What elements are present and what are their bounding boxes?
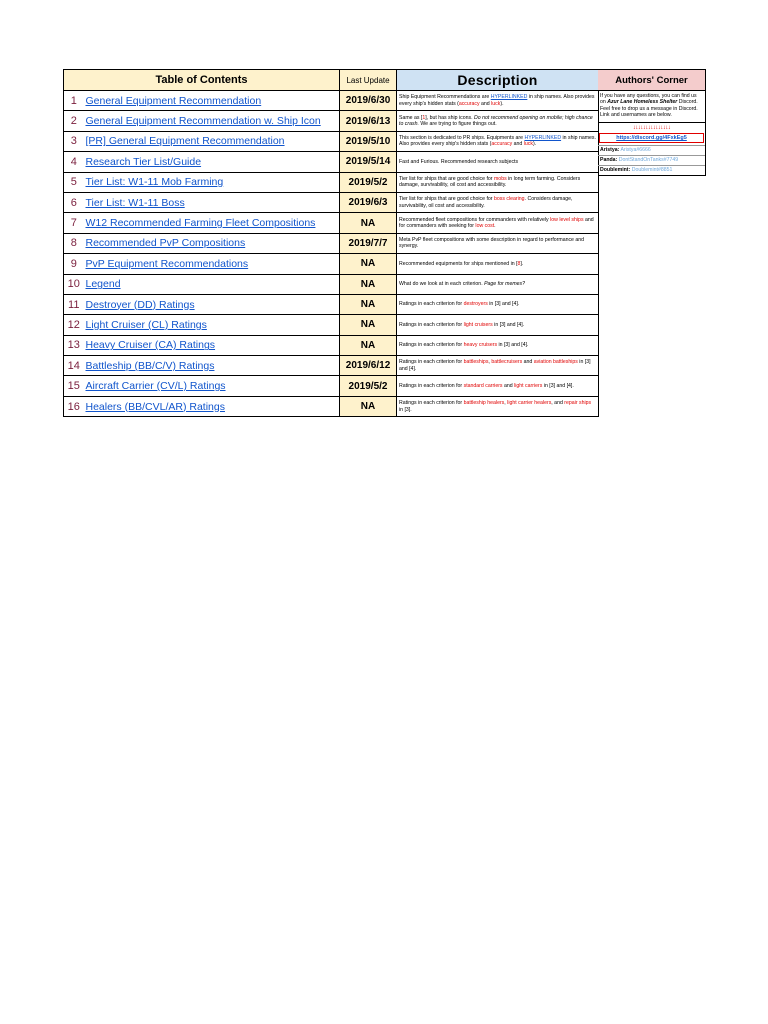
description-text: Tier list for ships that are good choice for [399, 175, 494, 182]
table-of-contents [63, 69, 599, 417]
description-text: Ratings in each criterion for [399, 400, 464, 407]
row-description [397, 91, 599, 111]
description-text: . [494, 223, 496, 230]
description-text: mobs [493, 175, 507, 182]
description-text: Ratings in each criterion for [399, 321, 464, 328]
author-handle: DontStandOnTanks#7749 [618, 157, 679, 163]
description-text: battleship healers [463, 400, 505, 407]
row-title-cell [84, 91, 340, 111]
description-text: accuracy [491, 141, 513, 148]
description-text: Same as [ [399, 114, 423, 121]
description-text: boss clearing [493, 196, 525, 203]
description-text: in [3] and [4]. [542, 383, 574, 390]
description-text: and [479, 100, 492, 107]
row-number: 12 [64, 315, 84, 335]
toc-row [64, 213, 599, 233]
row-description [397, 335, 599, 355]
row-title-cell [84, 192, 340, 212]
description-text: Ship Equipment Recommendations are [399, 94, 491, 101]
last-update-date: 2019/5/10 [340, 131, 397, 151]
server-name: Azur Lane Homeless Shelter [607, 99, 678, 106]
row-description [397, 294, 599, 314]
description-text: . Considers damage, survivability, oil cost and accessibility. [399, 196, 573, 209]
row-title-cell [84, 131, 340, 151]
toc-row [64, 294, 599, 314]
row-description [397, 356, 599, 376]
description-text: low level ships [550, 216, 584, 223]
description-text: luck [523, 141, 533, 148]
discord-link-box [599, 133, 704, 143]
row-title-cell [84, 233, 340, 253]
row-description [397, 233, 599, 253]
description-text: in ship names. Also provides every ship's hidden stats ( [399, 135, 596, 148]
section-link[interactable]: [PR] General Equipment Recommendation [85, 135, 285, 148]
description-text: in ship names. Also provides every ship's hidden stats ( [399, 94, 595, 107]
description-text: 8 [517, 260, 521, 267]
last-update-date: 2019/6/13 [340, 111, 397, 131]
authors-corner-title: Authors' Corner [598, 69, 706, 91]
last-update-date: 2019/5/14 [340, 152, 397, 172]
row-title-cell [84, 294, 340, 314]
section-link[interactable]: Research Tier List/Guide [85, 155, 202, 168]
row-number: 5 [64, 172, 84, 192]
last-update-date: NA [340, 274, 397, 294]
description-text: in [3] and [4]. [487, 301, 520, 308]
toc-row [64, 131, 599, 151]
description-text: in [3] and [4]. [399, 359, 591, 372]
description-text: accuracy [458, 100, 480, 107]
description-text: battlecruisers [491, 359, 523, 366]
row-description [397, 396, 599, 416]
description-text: destroyers [463, 301, 488, 308]
description-text: ]. [520, 260, 524, 267]
description-text: standard carriers [463, 383, 503, 390]
last-update-date: NA [340, 315, 397, 335]
toc-row [64, 172, 599, 192]
author-name: Doublemint: [600, 167, 631, 173]
row-title-cell [84, 315, 340, 335]
row-title-cell [84, 274, 340, 294]
description-text: ). [500, 100, 504, 107]
authors-intro-text-end: Discord. Feel free to drop us a message in Discord. Link and usernames are below. [600, 99, 698, 118]
toc-row [64, 152, 599, 172]
author-row [598, 145, 705, 155]
row-description [397, 131, 599, 151]
row-number: 6 [64, 192, 84, 212]
row-title-cell [84, 254, 340, 274]
description-text: and [502, 383, 515, 390]
description-text: repair ships [564, 400, 592, 407]
row-title-cell [84, 376, 340, 396]
description-text: Ratings in each criterion for [399, 301, 464, 308]
toc-row [64, 396, 599, 416]
description-text: What do we look at in each criterion. [399, 281, 485, 288]
toc-header-description: Description [397, 70, 599, 91]
description-text: light carriers [514, 383, 543, 390]
description-text: light carrier healers [507, 400, 552, 407]
description-text: heavy cruisers [463, 342, 498, 349]
description-text: in [3]. [399, 406, 412, 413]
row-title-cell [84, 356, 340, 376]
authors-intro-text: If you have any questions, you can find us on [600, 93, 697, 106]
row-number: 1 [64, 91, 84, 111]
last-update-date: NA [340, 254, 397, 274]
section-link[interactable]: W12 Recommended Farming Fleet Compositions [85, 217, 316, 230]
author-handle: Aristya#6666 [620, 147, 651, 153]
description-text: , [488, 359, 492, 366]
description-text: ). [532, 141, 537, 148]
section-link[interactable]: General Equipment Recommendation w. Ship Icon [85, 115, 321, 128]
author-row [598, 155, 705, 165]
author-name: Panda: [600, 157, 618, 163]
row-number: 4 [64, 152, 84, 172]
row-number: 14 [64, 356, 84, 376]
description-text: This section is dedicated to PR ships. Equipments are [399, 135, 525, 142]
last-update-date: 2019/5/2 [340, 172, 397, 192]
author-handle: Doublemint#8851 [631, 167, 673, 173]
row-title-cell [84, 213, 340, 233]
row-number: 16 [64, 396, 84, 416]
row-description [397, 274, 599, 294]
row-number: 7 [64, 213, 84, 233]
description-text: Recommended fleet compositions for commanders with relatively [399, 216, 551, 223]
description-text: Do not recommend opening on mobile; high chance to crash. [399, 114, 593, 128]
author-row [598, 165, 705, 175]
toc-header-last-update: Last Update [340, 70, 397, 91]
toc-row [64, 274, 599, 294]
toc-header-title: Table of Contents [64, 70, 340, 91]
row-title-cell [84, 152, 340, 172]
section-link[interactable]: Recommended PvP Compositions [85, 237, 246, 250]
last-update-date: 2019/6/3 [340, 192, 397, 212]
row-description [397, 213, 599, 233]
last-update-date: 2019/6/30 [340, 91, 397, 111]
description-text: battleships [463, 359, 489, 366]
section-link[interactable]: Destroyer (DD) Ratings [85, 298, 195, 311]
description-text: in [3] and [4]. [492, 321, 525, 328]
section-link[interactable]: Aircraft Carrier (CV/L) Ratings [85, 380, 226, 393]
toc-row [64, 376, 599, 396]
description-text: ], but has ship icons. [425, 114, 474, 121]
description-text: Ratings in each criterion for [399, 359, 464, 366]
authors-corner [598, 69, 706, 176]
toc-row [64, 315, 599, 335]
author-list [598, 145, 705, 175]
description-text: and [512, 141, 524, 148]
description-text: Ratings in each criterion for [399, 383, 464, 390]
row-number: 15 [64, 376, 84, 396]
description-text: 1 [422, 114, 426, 121]
discord-invite-link[interactable]: https://discord.gg/4FxkEg5 [616, 135, 687, 141]
description-text: Fast and Furious. Recommended research subjects [399, 158, 519, 165]
row-number: 13 [64, 335, 84, 355]
description-text: , and [551, 400, 565, 407]
description-text: and for commanders with seeking for [399, 216, 594, 230]
toc-row [64, 192, 599, 212]
row-description [397, 152, 599, 172]
hyperlink-text[interactable]: HYPERLINKED [524, 135, 562, 142]
last-update-date: 2019/6/12 [340, 356, 397, 376]
row-title-cell [84, 396, 340, 416]
description-text: light cruisers [463, 321, 493, 328]
description-text: luck [491, 100, 501, 107]
section-link[interactable]: PvP Equipment Recommendations [85, 257, 249, 270]
description-text: , [504, 400, 508, 407]
description-text: Recommended equipments for ships mentioned in [ [399, 260, 518, 267]
section-link[interactable]: Healers (BB/CVL/AR) Ratings [85, 400, 225, 413]
row-number: 3 [64, 131, 84, 151]
toc-row [64, 111, 599, 131]
section-link[interactable]: Heavy Cruiser (CA) Ratings [85, 339, 216, 352]
description-text: We are trying to figure things out. [418, 121, 497, 128]
toc-row [64, 233, 599, 253]
last-update-date: NA [340, 396, 397, 416]
toc-row [64, 91, 599, 111]
row-number: 2 [64, 111, 84, 131]
description-text: low cost [475, 223, 495, 230]
description-text: in [3] and [4]. [497, 342, 529, 349]
row-description [397, 315, 599, 335]
down-arrows-icon: ↓↓↓↓↓↓↓↓↓↓↓↓↓↓↓ [632, 125, 671, 131]
row-title-cell [84, 335, 340, 355]
hyperlink-text[interactable]: HYPERLINKED [490, 94, 528, 101]
description-text: Tier list for ships that are good choice for [399, 196, 494, 203]
toc-rows [64, 91, 599, 417]
section-link[interactable]: Light Cruiser (CL) Ratings [85, 318, 207, 331]
toc-row [64, 335, 599, 355]
toc-row [64, 356, 599, 376]
last-update-date: NA [340, 294, 397, 314]
description-text: Meta PvP fleet compositions with some description in regard to performance and synergy. [399, 237, 585, 250]
row-title-cell [84, 111, 340, 131]
description-text: in long term farming. Considers damage, survivability, oil cost and accessibility. [399, 175, 581, 189]
description-text: Ratings in each criterion for [399, 342, 464, 349]
row-title-cell [84, 172, 340, 192]
section-link[interactable]: Battleship (BB/C/V) Ratings [85, 359, 215, 372]
row-number: 10 [64, 274, 84, 294]
description-text: aviation battleships [533, 359, 578, 366]
authors-contact-box [598, 123, 706, 176]
authors-intro [598, 91, 706, 123]
section-link[interactable]: General Equipment Recommendation [85, 94, 262, 107]
row-description [397, 376, 599, 396]
row-description [397, 192, 599, 212]
row-number: 11 [64, 294, 84, 314]
section-link[interactable]: Tier List: W1-11 Mob Farming [85, 176, 224, 189]
last-update-date: 2019/5/2 [340, 376, 397, 396]
row-description [397, 111, 599, 131]
last-update-date: NA [340, 335, 397, 355]
section-link[interactable]: Legend [85, 278, 121, 291]
row-number: 8 [64, 233, 84, 253]
section-link[interactable]: Tier List: W1-11 Boss [85, 196, 185, 209]
row-description [397, 254, 599, 274]
toc-row [64, 254, 599, 274]
row-description [397, 172, 599, 192]
description-text: and [522, 359, 534, 366]
author-name: Aristya: [600, 147, 620, 153]
row-number: 9 [64, 254, 84, 274]
last-update-date: 2019/7/7 [340, 233, 397, 253]
last-update-date: NA [340, 213, 397, 233]
description-text: Page for memes? [484, 281, 526, 288]
